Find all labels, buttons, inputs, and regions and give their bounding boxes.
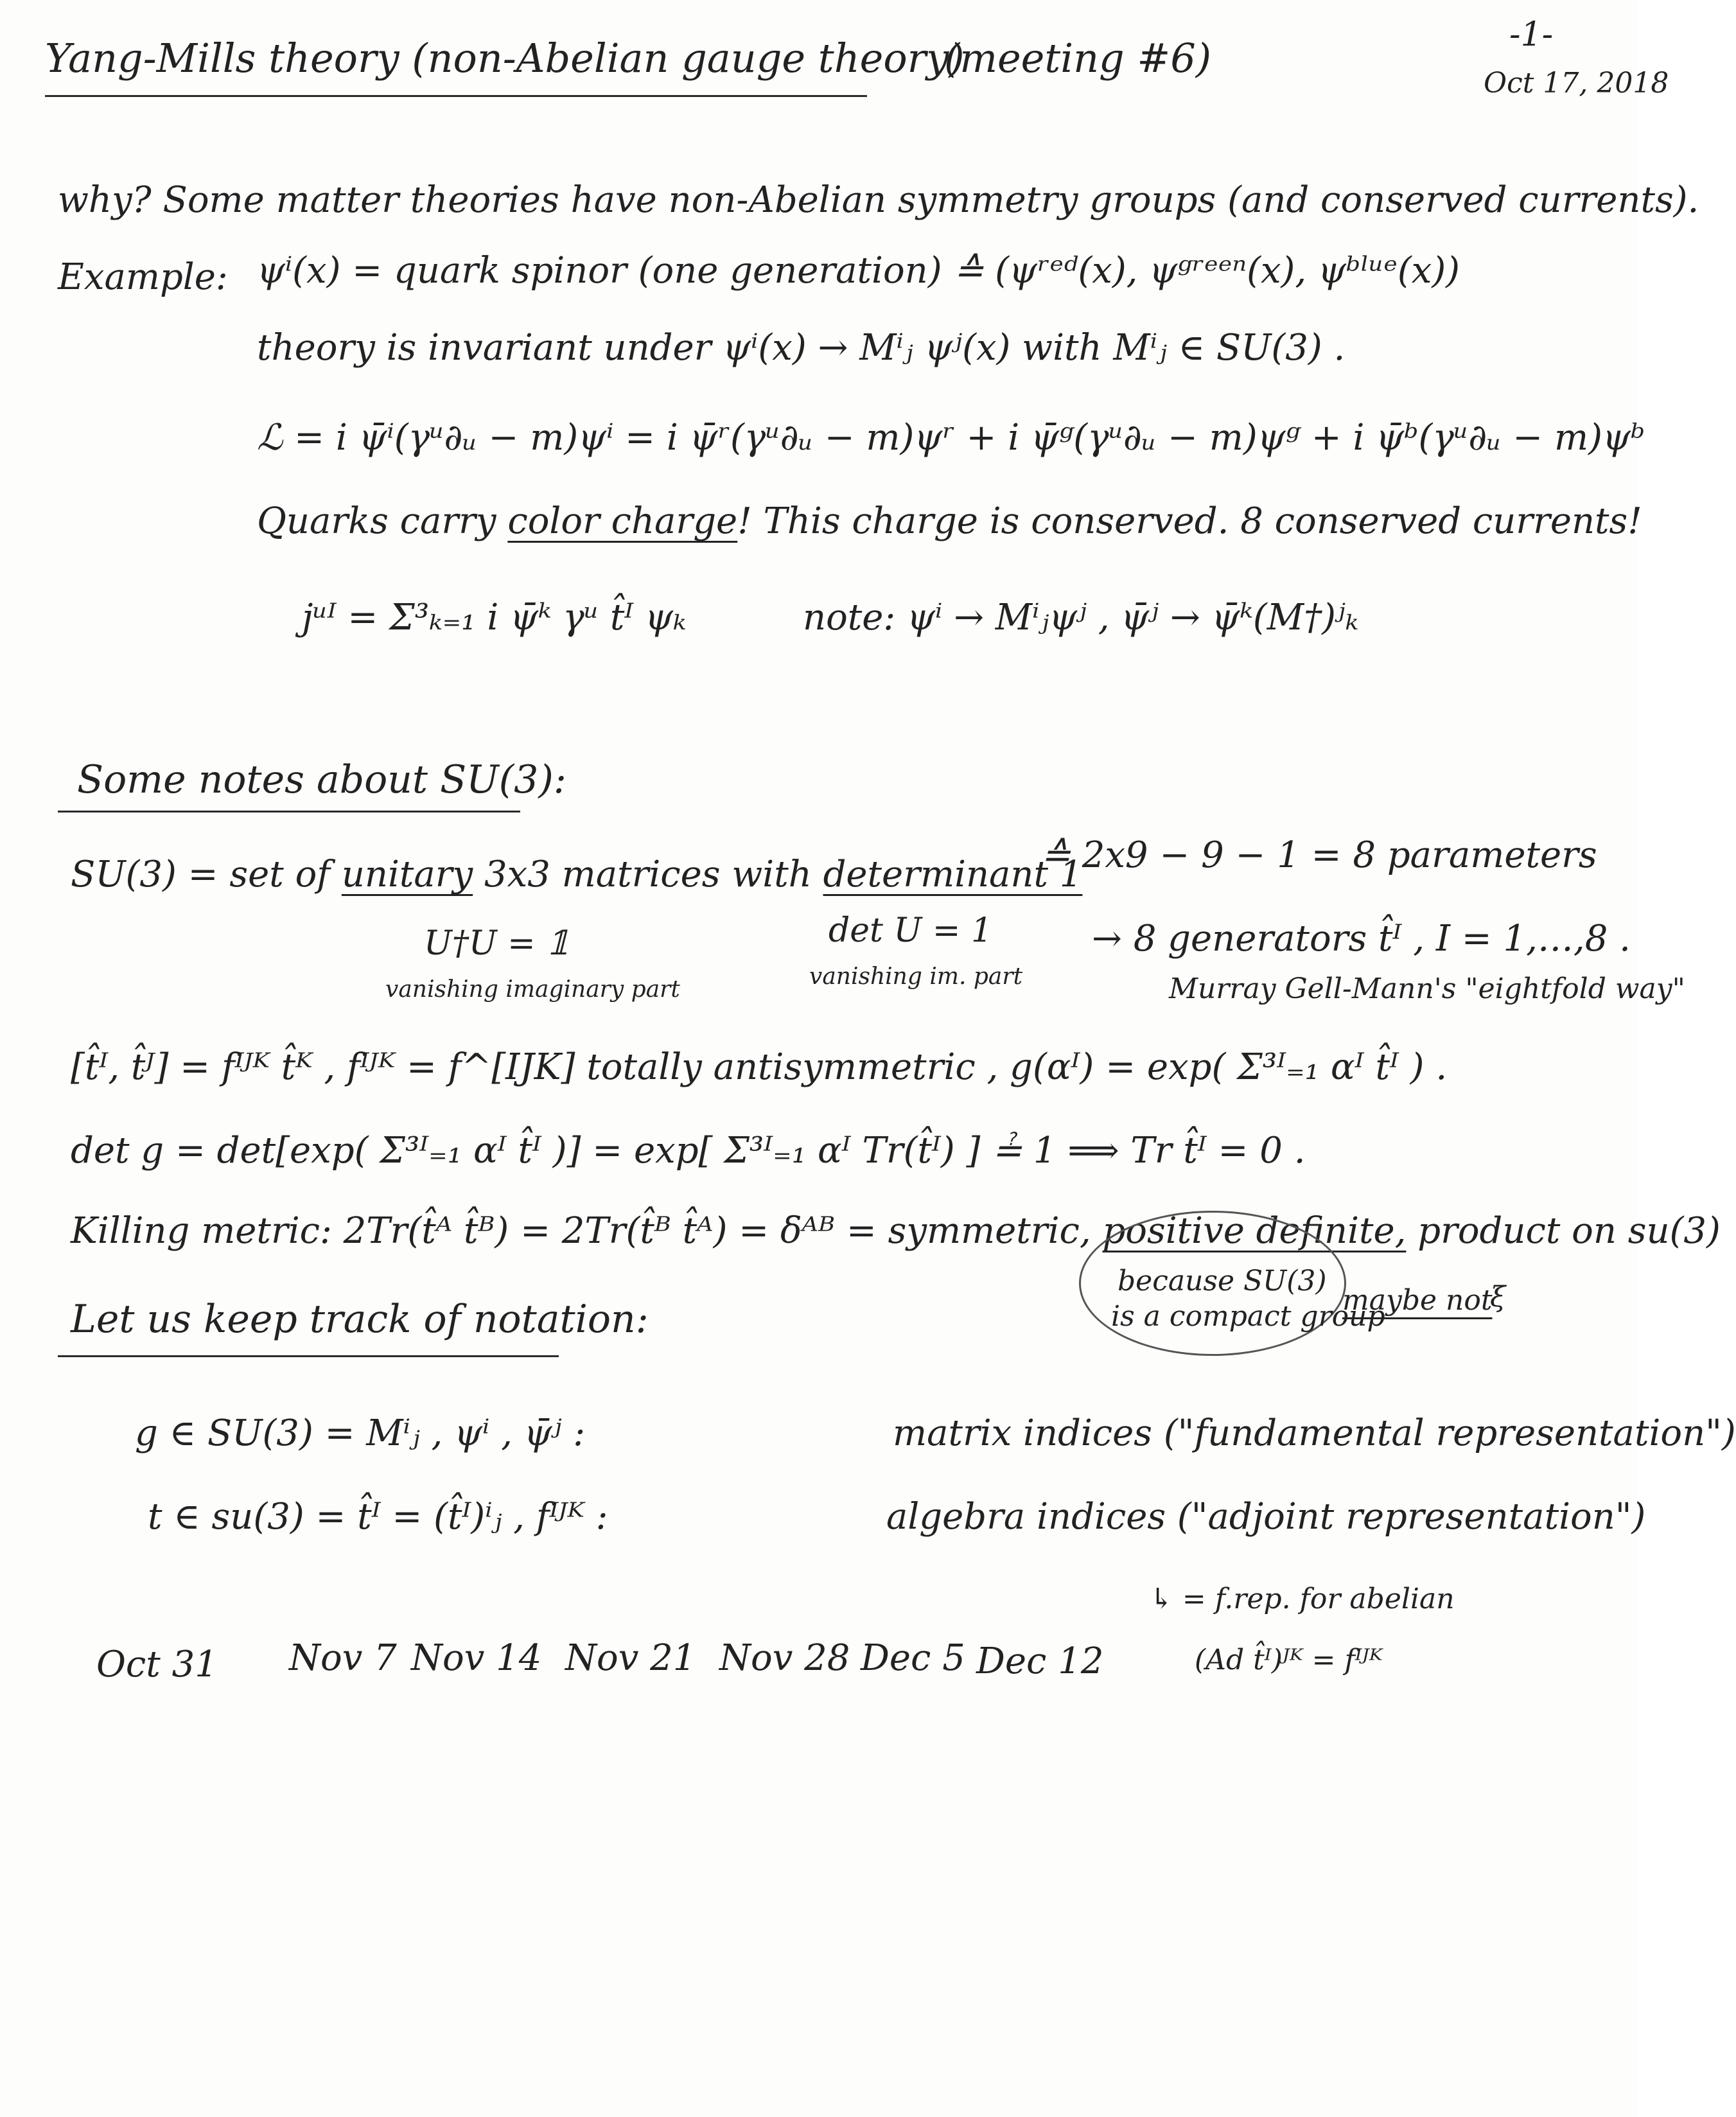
parameter-count: ≙ 2x9 − 9 − 1 = 8 parameters: [1040, 834, 1597, 876]
det-note: vanishing im. part: [809, 963, 1023, 990]
notation-heading: Let us keep track of notation:: [71, 1297, 649, 1342]
date-dec-5: Dec 5: [861, 1637, 965, 1679]
det-condition: det U = 1: [829, 911, 993, 950]
date-dec-12: Dec 12: [976, 1640, 1104, 1682]
current-formula: jᵘᴵ = Σ³ₖ₌₁ i ψ̄ᵏ γᵘ t̂ᴵ ψₖ: [302, 597, 687, 638]
notation-heading-underline: [58, 1355, 559, 1357]
generators-line: → 8 generators t̂ᴵ , I = 1,…,8 .: [1092, 918, 1631, 960]
gell-mann-note: Murray Gell-Mann's "eightfold way": [1169, 972, 1685, 1005]
date-nov-7: Nov 7: [289, 1637, 397, 1679]
date-label: Oct 17, 2018: [1484, 67, 1669, 100]
invariance-line: theory is invariant under ψⁱ(x) → Mⁱⱼ ψʲ(x) with Mⁱⱼ ∈ SU(3) .: [257, 327, 1346, 369]
su3-def-prefix: SU(3) = set of: [71, 854, 342, 895]
unitary-condition: U†U = 𝟙: [424, 924, 570, 963]
example-label: Example:: [58, 256, 228, 298]
killing-prefix: Killing metric: 2Tr(t̂ᴬ t̂ᴮ) = 2Tr(t̂ᴮ t̂ᴬ) = δᴬᴮ = symmetric,: [71, 1210, 1103, 1252]
notation-row1-math: g ∈ SU(3) = Mⁱⱼ , ψⁱ , ψ̄ʲ :: [135, 1412, 586, 1454]
notation-row1-desc: matrix indices ("fundamental representation"): [893, 1412, 1736, 1454]
quarks-prefix: Quarks carry: [257, 500, 508, 542]
date-nov-21: Nov 21: [565, 1637, 696, 1679]
page-title: Yang-Mills theory (non-Abelian gauge theory): [45, 35, 965, 82]
example-line: ψⁱ(x) = quark spinor (one generation) ≙ (ψʳᵉᵈ(x), ψᵍʳᵉᵉⁿ(x), ψᵇˡᵘᵉ(x)): [257, 250, 1460, 292]
date-nov-28: Nov 28: [719, 1637, 850, 1679]
notation-row2-math: t ∈ su(3) = t̂ᴵ = (t̂ᴵ)ⁱⱼ , fᴵᴶᴷ :: [148, 1496, 608, 1538]
unitary-label: unitary: [341, 854, 473, 895]
su3-def-middle: 3x3 matrices with: [473, 854, 823, 895]
su3-definition: [71, 854, 1082, 895]
maybe-not-mark: ξ: [1490, 1281, 1506, 1313]
su3-heading: Some notes about SU(3):: [77, 757, 566, 802]
compact-note: is a compact group: [1111, 1300, 1385, 1333]
killing-metric-line: [71, 1211, 1721, 1252]
quarks-line: [257, 501, 1642, 542]
su3-heading-underline: [58, 811, 520, 813]
because-note: because SU(3): [1118, 1265, 1327, 1297]
abelian-note: ↳ = f.rep. for abelian: [1150, 1583, 1455, 1615]
notation-row2-desc: algebra indices ("adjoint representation"): [886, 1496, 1646, 1538]
lagrangian: ℒ = i ψ̄ⁱ(γᵘ∂ᵤ − m)ψⁱ = i ψ̄ʳ(γᵘ∂ᵤ − m)ψʳ + i ψ̄ᵍ(γᵘ∂ᵤ − m)ψᵍ + i ψ̄ᵇ(γᵘ∂ᵤ − m)ψᵇ: [257, 417, 1645, 459]
adjoint-note: (Ad t̂ᴵ)ᴶᴷ = fᴵᴶᴷ: [1195, 1644, 1383, 1676]
note-formula: note: ψⁱ → Mⁱⱼψʲ , ψ̄ʲ → ψ̄ᵏ(M†)ʲₖ: [803, 597, 1359, 638]
date-oct-31: Oct 31: [96, 1644, 218, 1685]
commutator-line: [t̂ᴵ, t̂ᴶ] = fᴵᴶᴷ t̂ᴷ , fᴵᴶᴷ = f^[IJK] totally antisymmetric , g(αᴵ) = exp( Σ³ᴵ₌₁ αᴵ t̂ᴵ ) .: [71, 1046, 1448, 1088]
meeting-label: (meeting #6): [944, 35, 1212, 82]
maybe-not-note: maybe not: [1342, 1284, 1493, 1317]
date-nov-14: Nov 14: [411, 1637, 542, 1679]
determinant-equation: det g = det[exp( Σ³ᴵ₌₁ αᴵ t̂ᴵ )] = exp[ Σ³ᴵ₌₁ αᴵ Tr(t̂ᴵ) ] ≟ 1 ⟹ Tr t̂ᴵ = 0 .: [71, 1130, 1306, 1172]
color-charge: color charge: [507, 500, 738, 542]
determinant-label: determinant 1: [823, 854, 1083, 895]
page-number: -1-: [1509, 15, 1554, 54]
killing-suffix: product on su(3): [1406, 1210, 1721, 1252]
positive-definite: positive definite,: [1102, 1210, 1407, 1252]
quarks-suffix: ! This charge is conserved. 8 conserved currents!: [737, 500, 1642, 542]
title-underline: [45, 95, 867, 97]
why-line: why? Some matter theories have non-Abelian symmetry groups (and conserved currents).: [58, 179, 1699, 221]
unitary-note: vanishing imaginary part: [385, 976, 680, 1003]
